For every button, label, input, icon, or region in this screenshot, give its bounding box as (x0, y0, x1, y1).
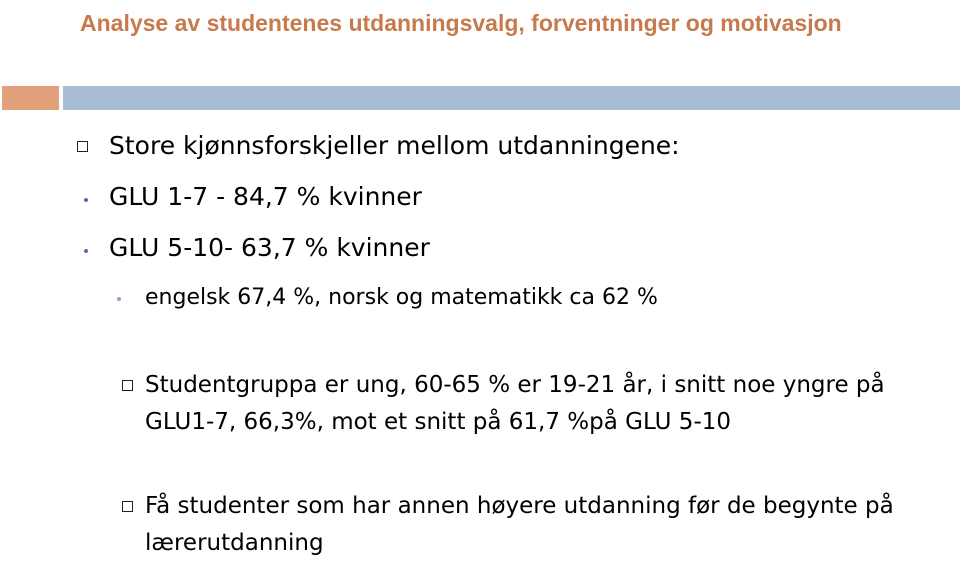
checkbox-icon (122, 501, 133, 512)
sub-bullet-dot-icon (117, 297, 121, 301)
checkbox-icon (122, 380, 133, 391)
paragraph-text: Få studenter som har annen høyere utdanning før de begynte på lærerutdanning (145, 493, 894, 556)
paragraph-text: Studentgruppa er ung, 60-65 % er 19-21 år, i snitt noe yngre på GLU1-7, 66,3%, mot et snitt på 61,7 %på GLU 5-10 (145, 372, 885, 435)
bullet-text: GLU 1-7 - 84,7 % kvinner (109, 182, 422, 211)
bullet-dot-icon (84, 249, 88, 253)
checkbox-icon (77, 141, 88, 152)
bullet-dot-icon (84, 198, 88, 202)
sub-bullet-text: engelsk 67,4 %, norsk og matematikk ca 62 % (145, 285, 658, 310)
accent-bar-orange (2, 86, 59, 110)
bullet-text: Store kjønnsforskjeller mellom utdanningene: (109, 131, 680, 160)
accent-bar-blue (63, 86, 960, 110)
bullet-text: GLU 5-10- 63,7 % kvinner (109, 233, 430, 262)
page-title: Analyse av studentenes utdanningsvalg, forventninger og motivasjon (80, 10, 842, 36)
